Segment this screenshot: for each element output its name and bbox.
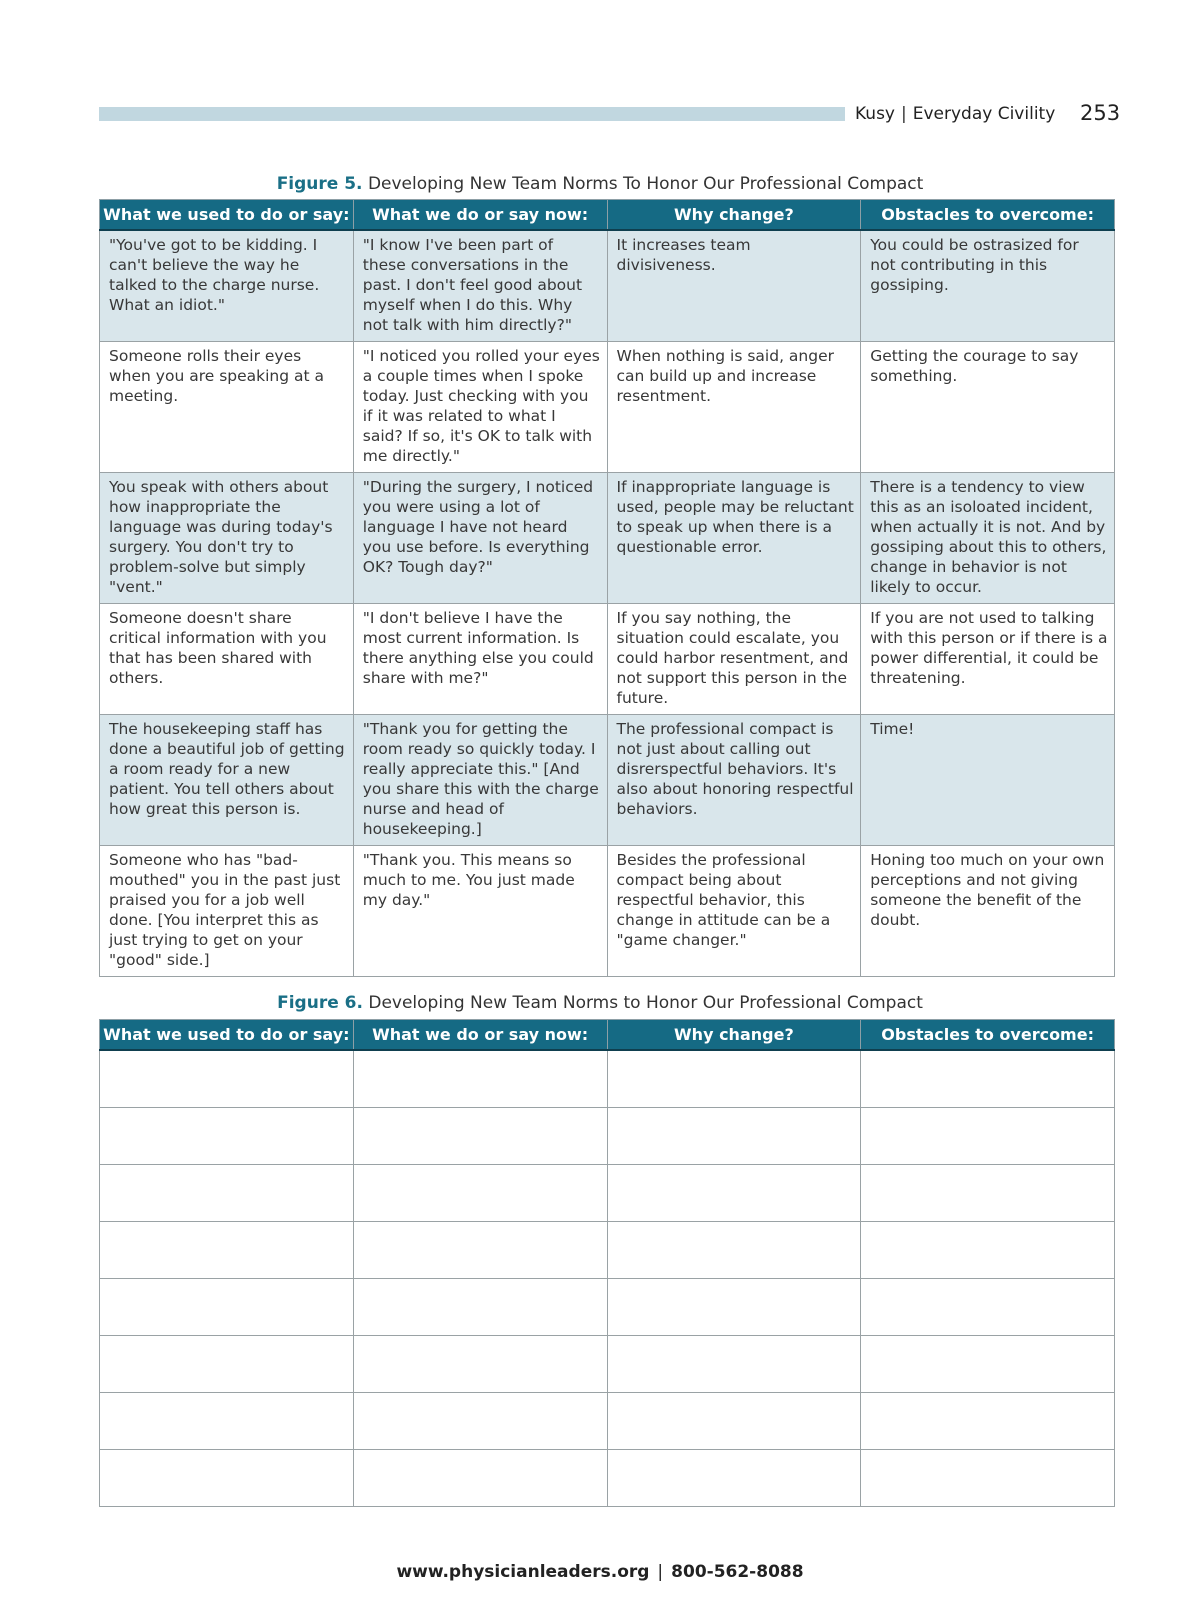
blank-cell bbox=[861, 1336, 1115, 1393]
figure6-label: Figure 6. bbox=[277, 993, 363, 1013]
figure5-label: Figure 5. bbox=[276, 174, 363, 194]
blank-cell bbox=[353, 1450, 607, 1507]
blank-cell bbox=[861, 1393, 1115, 1450]
figure6-caption bbox=[0, 993, 1200, 1013]
column-header: What we do or say now: bbox=[353, 200, 607, 231]
blank-cell bbox=[353, 1336, 607, 1393]
table-cell: There is a tendency to view this as an isoloated incident, when actually it is not. And by gossiping about this to others, change in behavior is not likely to occur. bbox=[861, 473, 1115, 604]
table-cell: Someone who has "bad-mouthed" you in the past just praised you for a job well done. [You interpret this as just trying to get on your "good" side.] bbox=[100, 846, 354, 977]
blank-cell bbox=[353, 1393, 607, 1450]
blank-cell bbox=[100, 1050, 354, 1108]
page-number: 253 bbox=[1080, 101, 1121, 125]
blank-cell bbox=[100, 1450, 354, 1507]
table-cell: "During the surgery, I noticed you were using a lot of language I have not heard you use before. Is everything OK? Tough day?" bbox=[353, 473, 607, 604]
table-row bbox=[100, 1450, 1115, 1507]
blank-cell bbox=[607, 1393, 861, 1450]
table-row bbox=[100, 230, 1115, 342]
table-row bbox=[100, 1165, 1115, 1222]
column-header: What we used to do or say: bbox=[100, 1020, 354, 1051]
figure6-table bbox=[99, 1019, 1115, 1507]
figure6-header-row bbox=[100, 1020, 1115, 1051]
blank-cell bbox=[100, 1165, 354, 1222]
table-cell: Time! bbox=[861, 715, 1115, 846]
table-cell: If you are not used to talking with this person or if there is a power differential, it could be threatening. bbox=[861, 604, 1115, 715]
figure5-table bbox=[99, 199, 1115, 977]
blank-cell bbox=[607, 1279, 861, 1336]
column-header: What we do or say now: bbox=[353, 1020, 607, 1051]
blank-cell bbox=[353, 1108, 607, 1165]
blank-cell bbox=[100, 1336, 354, 1393]
table-cell: If you say nothing, the situation could escalate, you could harbor resentment, and not support this person in the future. bbox=[607, 604, 861, 715]
blank-cell bbox=[607, 1165, 861, 1222]
table-cell: You could be ostrasized for not contributing in this gossiping. bbox=[861, 230, 1115, 342]
table-cell: Besides the professional compact being about respectful behavior, this change in attitude can be a "game changer." bbox=[607, 846, 861, 977]
blank-cell bbox=[861, 1450, 1115, 1507]
running-header bbox=[855, 104, 1055, 124]
header-rule bbox=[99, 107, 845, 121]
blank-cell bbox=[861, 1279, 1115, 1336]
table-cell: If inappropriate language is used, people may be reluctant to speak up when there is a questionable error. bbox=[607, 473, 861, 604]
header-separator: | bbox=[901, 104, 907, 124]
blank-cell bbox=[607, 1450, 861, 1507]
footer-separator: | bbox=[657, 1562, 664, 1582]
footer-website: www.physicianleaders.org bbox=[396, 1562, 650, 1582]
blank-cell bbox=[100, 1279, 354, 1336]
table-cell: The professional compact is not just about calling out disrerspectful behaviors. It's also about honoring respectful behaviors. bbox=[607, 715, 861, 846]
blank-cell bbox=[353, 1050, 607, 1108]
figure5-title: Developing New Team Norms To Honor Our Professional Compact bbox=[367, 174, 924, 194]
table-cell: "I don't believe I have the most current information. Is there anything else you could share with me?" bbox=[353, 604, 607, 715]
table-row bbox=[100, 846, 1115, 977]
blank-cell bbox=[100, 1108, 354, 1165]
table-cell: When nothing is said, anger can build up and increase resentment. bbox=[607, 342, 861, 473]
table-row bbox=[100, 1108, 1115, 1165]
table-row bbox=[100, 1222, 1115, 1279]
figure5-caption bbox=[0, 174, 1200, 194]
footer-phone: 800-562-8088 bbox=[671, 1562, 804, 1582]
blank-cell bbox=[607, 1336, 861, 1393]
blank-cell bbox=[861, 1165, 1115, 1222]
figure6-title: Developing New Team Norms to Honor Our Professional Compact bbox=[368, 993, 923, 1013]
table-row bbox=[100, 604, 1115, 715]
table-cell: Honing too much on your own perceptions and not giving someone the benefit of the doubt. bbox=[861, 846, 1115, 977]
table-row bbox=[100, 1393, 1115, 1450]
blank-cell bbox=[861, 1108, 1115, 1165]
column-header: Obstacles to overcome: bbox=[861, 200, 1115, 231]
table-cell: "You've got to be kidding. I can't believe the way he talked to the charge nurse. What an idiot." bbox=[100, 230, 354, 342]
table-row bbox=[100, 715, 1115, 846]
table-row bbox=[100, 473, 1115, 604]
table-row bbox=[100, 1050, 1115, 1108]
blank-cell bbox=[353, 1222, 607, 1279]
header-author: Kusy bbox=[855, 104, 895, 124]
table-cell: "I know I've been part of these conversations in the past. I don't feel good about myself when I do this. Why not talk with him directly?" bbox=[353, 230, 607, 342]
table-cell: Someone rolls their eyes when you are speaking at a meeting. bbox=[100, 342, 354, 473]
table-cell: The housekeeping staff has done a beautiful job of getting a room ready for a new patient. You tell others about how great this person is. bbox=[100, 715, 354, 846]
table-cell: "I noticed you rolled your eyes a couple times when I spoke today. Just checking with you if it was related to what I said? If so, it's OK to talk with me directly." bbox=[353, 342, 607, 473]
table-row bbox=[100, 1279, 1115, 1336]
blank-cell bbox=[607, 1050, 861, 1108]
blank-cell bbox=[100, 1393, 354, 1450]
table-cell: You speak with others about how inappropriate the language was during today's surgery. You don't try to problem-solve but simply "vent." bbox=[100, 473, 354, 604]
blank-cell bbox=[607, 1222, 861, 1279]
table-cell: "Thank you. This means so much to me. You just made my day." bbox=[353, 846, 607, 977]
blank-cell bbox=[100, 1222, 354, 1279]
header-title: Everyday Civility bbox=[912, 104, 1056, 124]
figure5-header-row bbox=[100, 200, 1115, 231]
blank-cell bbox=[861, 1222, 1115, 1279]
column-header: Why change? bbox=[607, 1020, 861, 1051]
page-footer bbox=[0, 1562, 1200, 1582]
blank-cell bbox=[607, 1108, 861, 1165]
column-header: What we used to do or say: bbox=[100, 200, 354, 231]
column-header: Why change? bbox=[607, 200, 861, 231]
table-cell: "Thank you for getting the room ready so quickly today. I really appreciate this." [And you share this with the charge nurse and head of housekeeping.] bbox=[353, 715, 607, 846]
table-row bbox=[100, 342, 1115, 473]
table-cell: Someone doesn't share critical information with you that has been shared with others. bbox=[100, 604, 354, 715]
table-row bbox=[100, 1336, 1115, 1393]
blank-cell bbox=[861, 1050, 1115, 1108]
table-cell: Getting the courage to say something. bbox=[861, 342, 1115, 473]
table-cell: It increases team divisiveness. bbox=[607, 230, 861, 342]
blank-cell bbox=[353, 1279, 607, 1336]
blank-cell bbox=[353, 1165, 607, 1222]
column-header: Obstacles to overcome: bbox=[861, 1020, 1115, 1051]
